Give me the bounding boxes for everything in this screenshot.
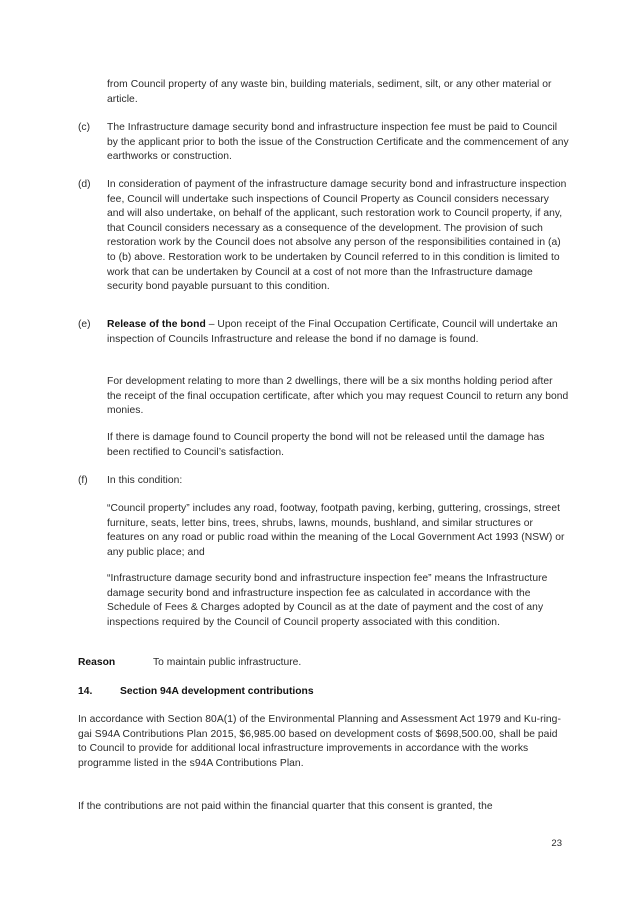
item-text-d: In consideration of payment of the infrastructure damage security bond and infrastructure inspection fee, Council will undertake such inspections of Council Property as Council considers necessary and will also undertake, on behalf of the applicant, such restoration work to Council property, if any, that Council considers necessary as a consequence of the development. The provision of such restoration work by the Council does not absolve any person of the responsibilities contained in (a) to (b) above. Restoration work to be undertaken by Council referred to in this condition is limited to work that can be undertaken by Council at a cost of not more than the Infrastructure damage security bond payable pursuant to this condition. — [107, 179, 567, 293]
item-e-paragraph-3: If there is damage found to Council property the bond will not be released until the damage has been rectified to Council’s satisfaction. — [107, 432, 545, 458]
section-number: 14. — [78, 686, 93, 697]
item-label-f: (f) — [78, 475, 88, 486]
item-text-e — [107, 318, 569, 347]
section-title: Section 94A development contributions — [120, 686, 314, 697]
continuation-text: from Council property of any waste bin, building materials, sediment, silt, or any other material or article. — [107, 79, 552, 105]
item-label-e: (e) — [78, 319, 91, 330]
reason-text: To maintain public infrastructure. — [153, 657, 302, 668]
item-f-paragraph-3: “Infrastructure damage security bond and infrastructure inspection fee” means the Infrastructure damage security bond and infrastructure inspection fee as calculated in accordance with the Schedule of Fees & Charges adopted by Council as at the date of payment and the cost of any inspections required by the Council of Council property associated with this condition. — [107, 573, 548, 628]
item-text-c: The Infrastructure damage security bond and infrastructure inspection fee must be paid to Council by the applicant prior to both the issue of the Construction Certificate and the commencement of any earthworks or construction. — [107, 122, 569, 163]
section-paragraph-1: In accordance with Section 80A(1) of the Environmental Planning and Assessment Act 1979 and Ku-ring-gai S94A Contributions Plan 2015, $6,985.00 based on development costs of $698,500.00, shall be paid to Council to provide for additional local infrastructure improvements in accordance with the works programme listed in the s94A Contributions Plan. — [78, 714, 561, 769]
page-number: 23 — [551, 838, 562, 849]
release-of-bond-heading: Release of the bond — [107, 319, 206, 330]
item-label-c: (c) — [78, 122, 91, 133]
section-paragraph-2: If the contributions are not paid within the financial quarter that this consent is granted, the — [78, 801, 493, 812]
item-label-d: (d) — [78, 179, 91, 190]
item-f-paragraph-2: “Council property” includes any road, footway, footpath paving, kerbing, guttering, crossings, street furniture, seats, letter bins, trees, shrubs, lawns, mounds, bushland, and similar structures or features on any road or public road within the meaning of the Local Government Act 1993 (NSW) or any public place; and — [107, 503, 565, 558]
item-e-paragraph-2: For development relating to more than 2 dwellings, there will be a six months holding period after the receipt of the final occupation certificate, after which you may request Council to return any bond monies. — [107, 376, 569, 417]
release-of-bond-text: – Upon receipt of the Final Occupation Certificate, Council will undertake an inspection of Councils Infrastructure and release the bond if no damage is found. — [107, 319, 558, 345]
reason-label: Reason — [78, 657, 116, 668]
item-text-f: In this condition: — [107, 475, 183, 486]
